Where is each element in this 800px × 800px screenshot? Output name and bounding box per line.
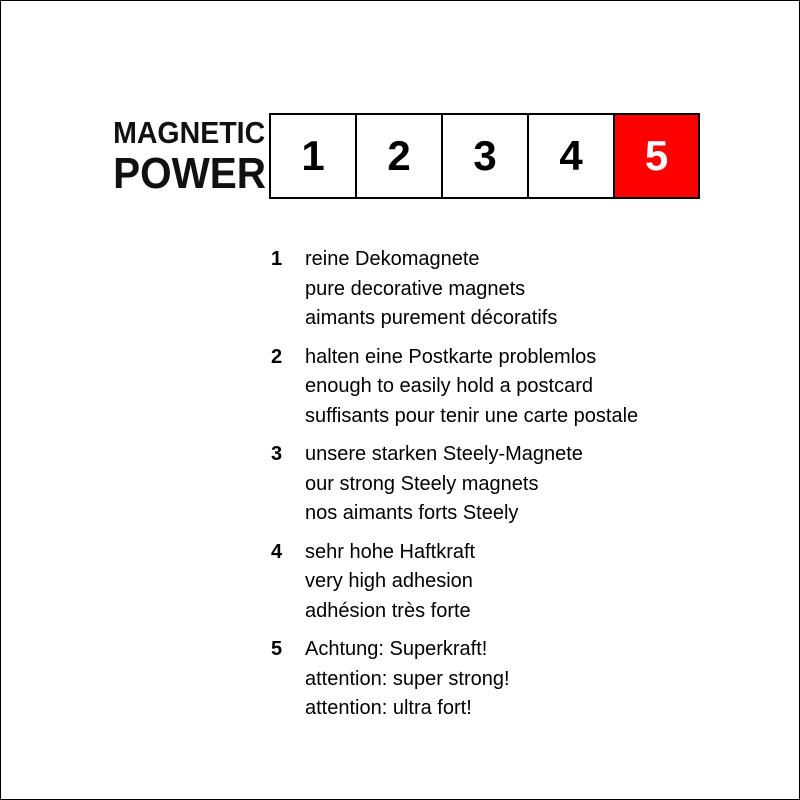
legend-entry-2 bbox=[269, 343, 769, 432]
legend-text-fr: attention: ultra fort! bbox=[305, 697, 472, 719]
legend-number: 1 bbox=[271, 248, 283, 270]
legend-number: 2 bbox=[271, 345, 283, 368]
magnetic-power-title bbox=[107, 115, 267, 198]
scale-level-5-active: 5 bbox=[615, 115, 698, 197]
legend-text-fr: adhésion très forte bbox=[305, 599, 471, 622]
scale-level-2: 2 bbox=[357, 115, 443, 197]
legend-number: 3 bbox=[271, 443, 283, 465]
legend-text-de: sehr hohe Haftkraft bbox=[305, 540, 476, 563]
power-scale bbox=[269, 113, 700, 199]
legend-text-de: halten eine Postkarte problemlos bbox=[305, 345, 597, 368]
legend-entry-5 bbox=[269, 635, 769, 724]
legend-text-en: attention: super strong! bbox=[305, 667, 510, 690]
legend-entry-1 bbox=[269, 245, 769, 334]
legend-text-en: enough to easily hold a postcard bbox=[305, 375, 593, 397]
legend-text-en: very high adhesion bbox=[305, 570, 473, 592]
legend bbox=[269, 245, 769, 733]
legend-text-fr: aimants purement décoratifs bbox=[305, 307, 558, 329]
legend-number: 4 bbox=[271, 540, 283, 563]
legend-text-de: unsere starken Steely-Magnete bbox=[305, 443, 583, 465]
legend-text-de: reine Dekomagnete bbox=[305, 248, 480, 270]
scale-level-1: 1 bbox=[271, 115, 357, 197]
legend-text-en: pure decorative magnets bbox=[305, 277, 526, 300]
scale-level-3: 3 bbox=[443, 115, 529, 197]
legend-number: 5 bbox=[271, 638, 283, 660]
legend-entry-3 bbox=[269, 440, 769, 529]
legend-text-fr: suffisants pour tenir une carte postale bbox=[305, 404, 639, 427]
legend-text-fr: nos aimants forts Steely bbox=[305, 502, 519, 524]
scale-level-4: 4 bbox=[529, 115, 615, 197]
title-line-2: POWER bbox=[113, 149, 267, 198]
legend-text-en: our strong Steely magnets bbox=[305, 472, 539, 495]
legend-text-de: Achtung: Superkraft! bbox=[305, 638, 488, 660]
title-line-1: MAGNETIC bbox=[113, 115, 266, 150]
legend-entry-4 bbox=[269, 538, 769, 627]
